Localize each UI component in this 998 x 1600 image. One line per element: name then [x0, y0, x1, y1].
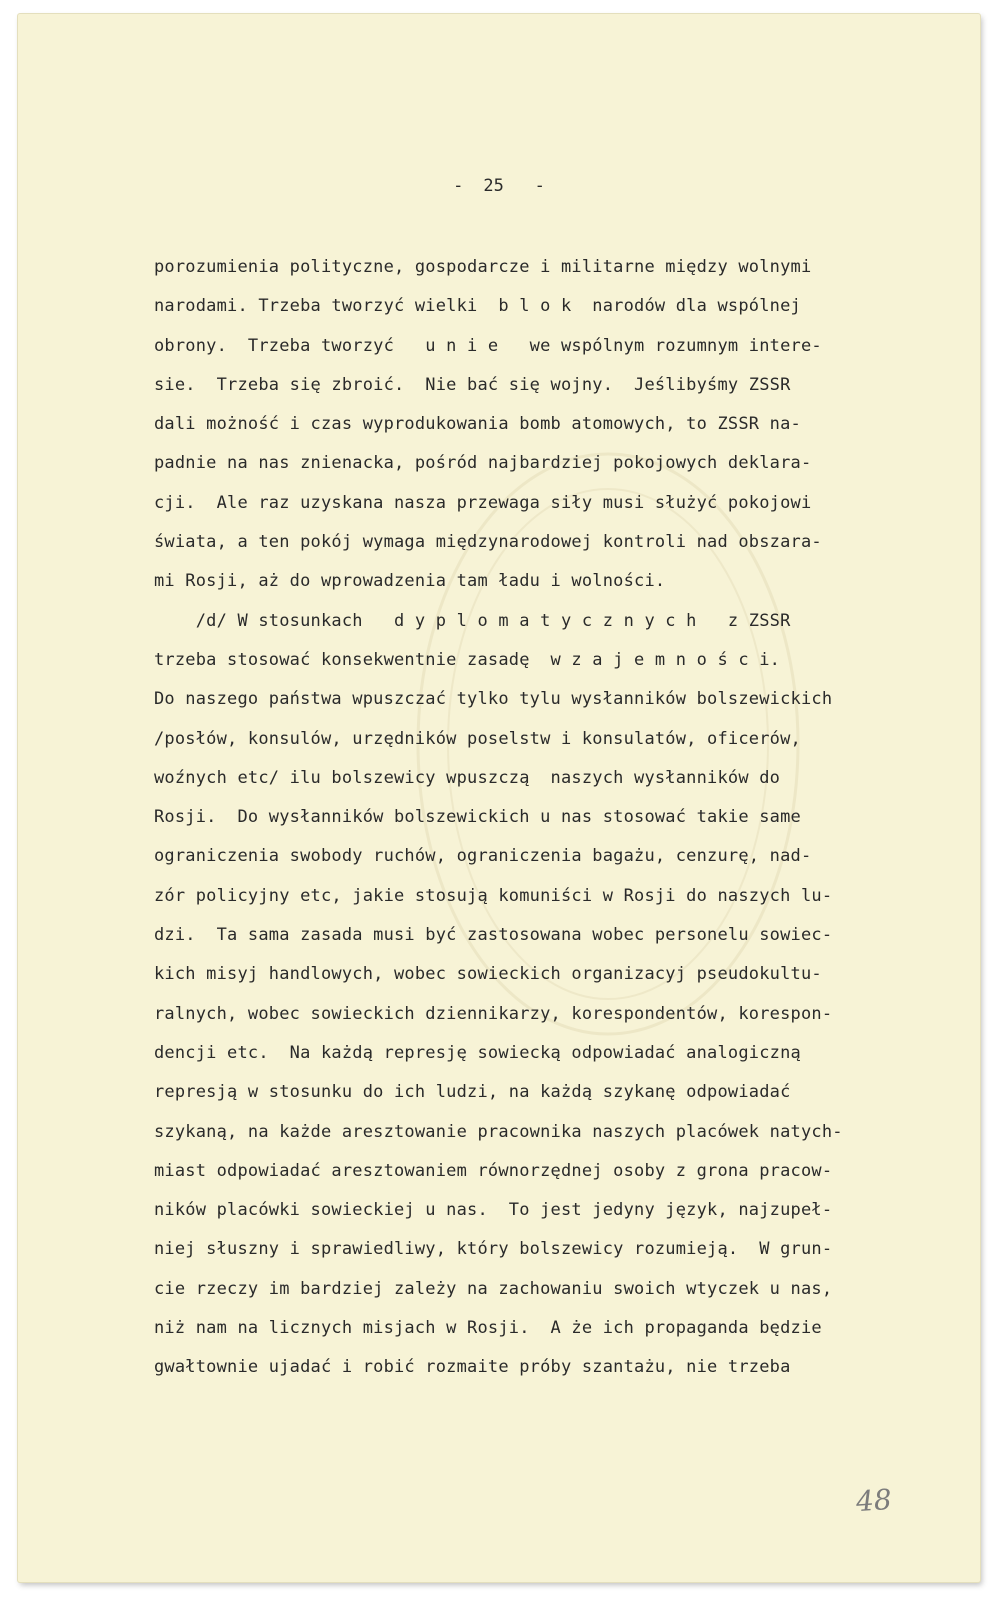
text-line: niej słuszny i sprawiedliwy, który bolszewicy rozumieją. W grun-: [154, 1239, 833, 1260]
text-line: sie. Trzeba się zbroić. Nie bać się wojny. Jeślibyśmy ZSSR: [154, 374, 791, 395]
text-line: /d/ W stosunkach d y p l o m a t y c z n y c h z ZSSR: [154, 610, 791, 631]
text-line: kich misyj handlowych, wobec sowieckich organizacyj pseudokultu-: [154, 964, 822, 985]
text-line: dencji etc. Na każdą represję sowiecką odpowiadać analogiczną: [154, 1042, 801, 1063]
text-line: gwałtownie ujadać i robić rozmaite próby szantażu, nie trzeba: [154, 1357, 791, 1378]
text-line: porozumienia polityczne, gospodarcze i militarne między wolnymi: [154, 257, 812, 277]
document-page: [18, 14, 980, 1582]
text-line: mi Rosji, aż do wprowadzenia tam ładu i wolności.: [154, 571, 666, 592]
text-line: woźnych etc/ ilu bolszewicy wpuszczą naszych wysłanników do: [154, 767, 781, 788]
text-line: obrony. Trzeba tworzyć u n i e we wspólnym rozumnym intere-: [154, 335, 822, 356]
text-line: dzi. Ta sama zasada musi być zastosowana wobec personelu sowiec-: [154, 925, 833, 946]
text-line: Do naszego państwa wpuszczać tylko tylu wysłanników bolszewickich: [154, 689, 833, 710]
text-line: dali możność i czas wyprodukowania bomb atomowych, to ZSSR na-: [154, 414, 801, 435]
text-line: represją w stosunku do ich ludzi, na każdą szykanę odpowiadać: [154, 1082, 791, 1103]
text-line: ograniczenia swobody ruchów, ograniczenia bagażu, cenzurę, nad-: [154, 846, 812, 867]
text-line: cji. Ale raz uzyskana nasza przewaga siły musi służyć pokojowi: [154, 492, 812, 513]
text-line: padnie na nas znienacka, pośród najbardziej pokojowych deklara-: [154, 453, 812, 474]
text-line: miast odpowiadać aresztowaniem równorzędnej osoby z grona pracow-: [154, 1160, 833, 1181]
text-line: /posłów, konsulów, urzędników poselstw i konsulatów, oficerów,: [154, 728, 801, 749]
text-line: trzeba stosować konsekwentnie zasadę w z a j e m n o ś c i.: [154, 649, 781, 670]
text-line: Rosji. Do wysłanników bolszewickich u nas stosować takie same: [154, 807, 801, 828]
text-line: zór policyjny etc, jakie stosują komuniści w Rosji do naszych lu-: [154, 885, 833, 906]
page-number: - 25 -: [453, 176, 545, 196]
text-line: szykaną, na każde aresztowanie pracownika naszych placówek natych-: [154, 1121, 843, 1142]
handwritten-folio-number: 48: [854, 1482, 893, 1519]
text-line: narodami. Trzeba tworzyć wielki b l o k narodów dla wspólnej: [154, 296, 801, 317]
text-line: ralnych, wobec sowieckich dziennikarzy, korespondentów, korespon-: [154, 1003, 833, 1024]
page-number-value: 25: [483, 176, 504, 196]
text-line: ników placówki sowieckiej u nas. To jest jedyny język, najzupeł-: [154, 1200, 833, 1221]
text-line: świata, a ten pokój wymaga międzynarodowej kontroli nad obszara-: [154, 532, 822, 553]
text-line: niż nam na licznych misjach w Rosji. A że ich propaganda będzie: [154, 1318, 822, 1339]
body-text: [154, 248, 924, 1388]
text-line: cie rzeczy im bardziej zależy na zachowaniu swoich wtyczek u nas,: [154, 1278, 833, 1299]
